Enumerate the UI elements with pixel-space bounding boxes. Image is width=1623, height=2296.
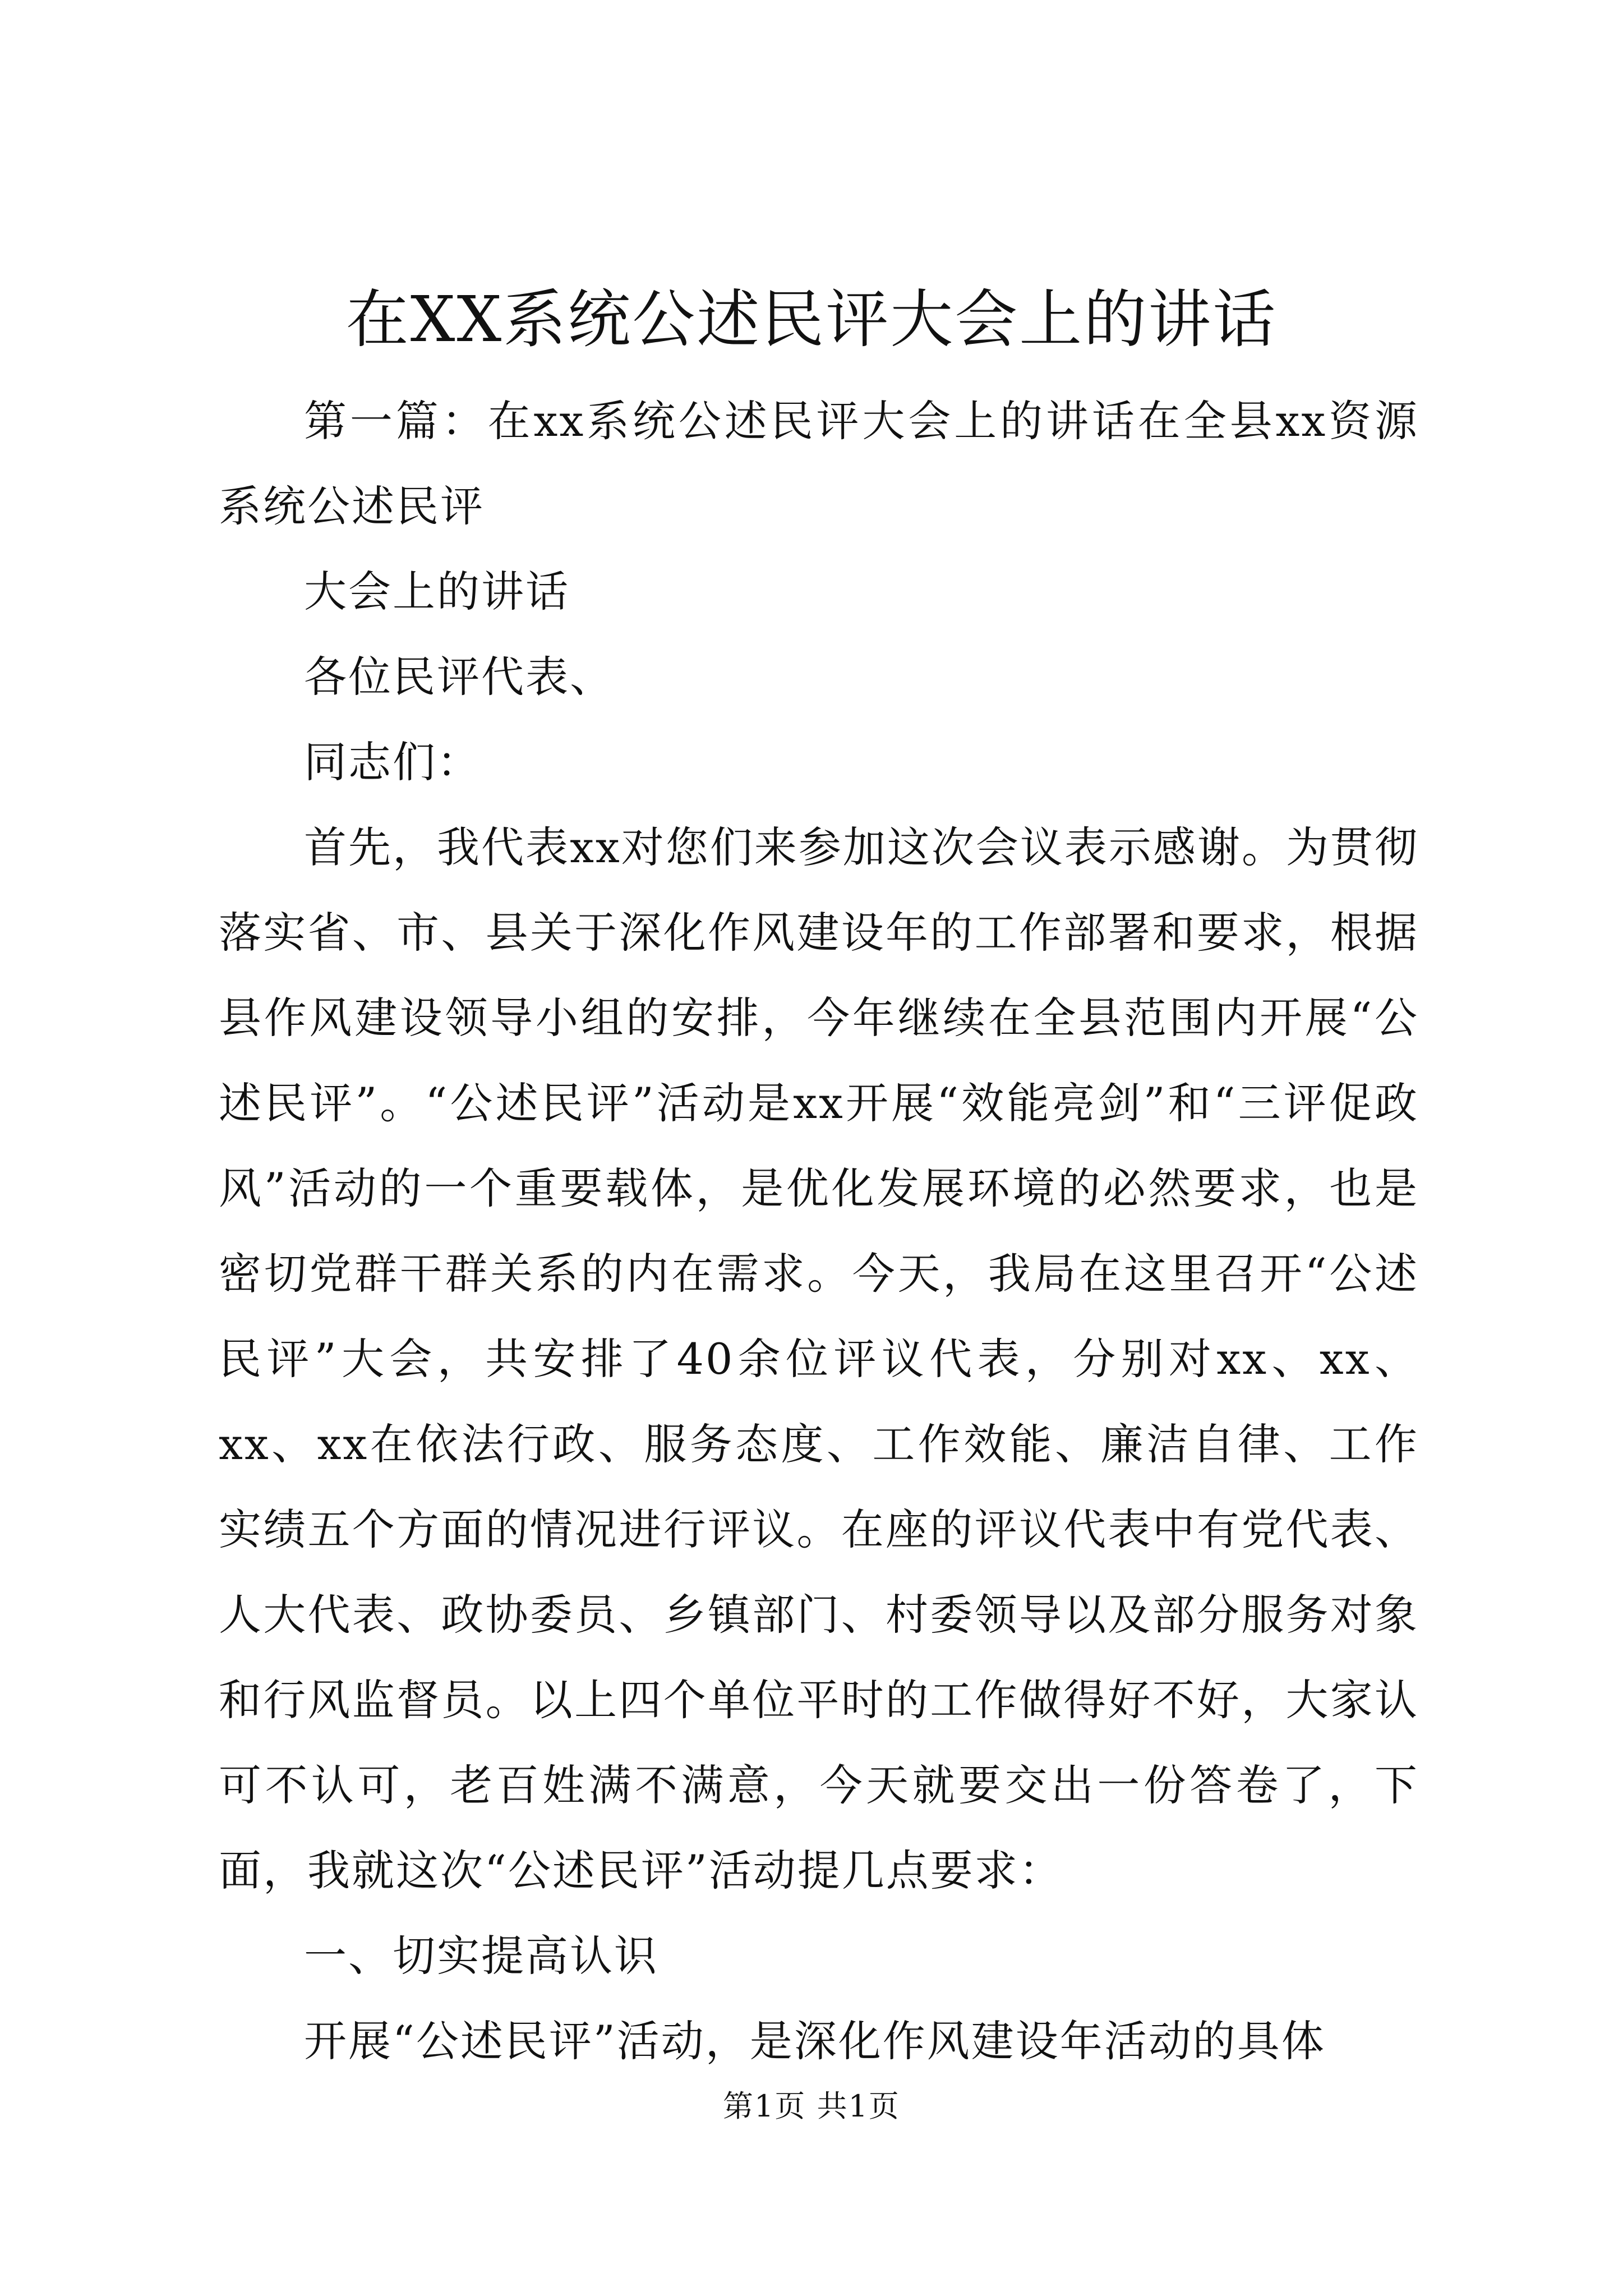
paragraph-subheading: 大会上的讲话 bbox=[304, 567, 570, 616]
document-title: 在XX系统公述民评大会上的讲话 bbox=[345, 283, 1278, 356]
document-body bbox=[219, 379, 1419, 2084]
paragraph-salutation-1: 各位民评代表、 bbox=[304, 652, 614, 702]
paragraph-heading-1: 第一篇：在xx系统公述民评大会上的讲话在全县xx资源系统公述民评 bbox=[219, 396, 1419, 531]
paragraph-main: 首先，我代表xx对您们来参加这次会议表示感谢。为贯彻落实省、市、县关于深化作风建设年的工作部署和要求，根据县作风建设领导小组的安排，今年继续在全县范围内开展“公述民评”。“公述民评”活动是xx开展“效能亮剑”和“三评促政风”活动的一个重要载体，是优化发展环境的必然要求，也是密切党群干群关系的内在需求。今天，我局在这里召开“公述民评”大会，共安排了40余位评议代表，分别对xx、xx、xx、xx在依法行政、服务态度、工作效能、廉洁自律、工作实绩五个方面的情况进行评议。在座的评议代表中有党代表、人大代表、政协委员、乡镇部门、村委领导以及部分服务对象和行风监督员。以上四个单位平时的工作做得好不好，大家认可不认可，老百姓满不满意，今天就要交出一份答卷了，下面，我就这次“公述民评”活动提几点要求： bbox=[219, 822, 1419, 1895]
paragraph-salutation-2: 同志们： bbox=[304, 737, 481, 787]
paragraph-section-1: 开展“公述民评”活动，是深化作风建设年活动的具体 bbox=[304, 2016, 1326, 2066]
section-heading-1: 一、切实提高认识 bbox=[304, 1931, 658, 1981]
page-footer: 第1页 共1页 bbox=[723, 2088, 900, 2124]
